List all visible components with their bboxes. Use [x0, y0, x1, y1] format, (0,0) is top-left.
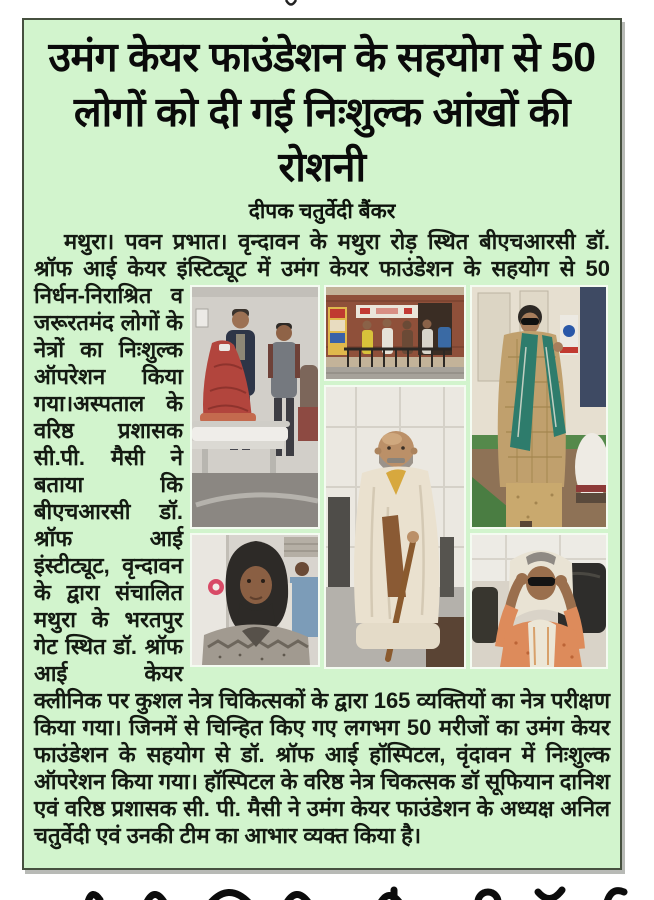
photo-collage	[190, 285, 610, 669]
body-text-rest: से 50 निर्धन-निराश्रित व जरूरतमंद लोगों के नेत्रों का निःशुल्क ऑपरेशन किया गया।अस्पताल के वरिष्ठ प्रशासक सी.पी. मैसी ने बताया कि बीएचआरसी डॉ. श्रॉफ आई इंस्टीट्यूट, वृन्दावन के द्वारा संचालित मथुरा के भरतपुर गेट स्थित डॉ. श्रॉफ आई केयर क्लीनिक पर कुशल नेत्र चिकित्सकों के द्वारा 165 व्यक्तियों का नेत्र परीक्षण किया गया। जिनमें से चिन्हित किए गए लगभग 50 मरीजों का उमंग केयर फाउंडेशन के सहयोग से डॉ. श्रॉफ आई हॉस्पिटल, वृंदावन में निःशुल्क ऑपरेशन किया गया। हॉस्पिटल के वरिष्ठ नेत्र चिकत्सक डॉ सूफियान दानिश एवं वरिष्ठ प्रशासक सी. पी. मैसी ने उमंग केयर फाउंडेशन के अध्यक्ष अनिल चतुर्वेदी एवं उनकी टीम का आभार व्यक्त किया है।	[34, 255, 610, 848]
collage-right-column	[470, 285, 608, 669]
next-article-headline-partial	[58, 884, 628, 900]
article-byline: दीपक चतुर्वेदी बैंकर	[248, 199, 396, 223]
elderly-man-photo	[324, 385, 466, 669]
building-photo	[324, 285, 466, 381]
article-body	[34, 228, 610, 849]
collage-middle-column	[324, 285, 466, 669]
ward-photo	[190, 285, 320, 529]
article-headline: उमंग केयर फाउंडेशन के सहयोग से 50 लोगों को दी गई निःशुल्क आंखों की रोशनी	[48, 34, 596, 190]
collage-left-column	[190, 285, 320, 669]
top-edge-partial-glyph	[284, 0, 298, 8]
sunglasses-woman-photo	[470, 285, 608, 529]
glasses-fitting-photo	[470, 533, 608, 669]
body-text-lead: मथुरा। पवन प्रभात। वृन्दावन के मथुरा रोड़ स्थित बीएचआरसी डॉ. श्रॉफ आई केयर इंस्टिट्यूट में उमंग केयर फाउंडेशन के सहयोग	[34, 228, 610, 281]
hooded-man-photo	[190, 533, 320, 667]
news-article	[22, 18, 622, 870]
